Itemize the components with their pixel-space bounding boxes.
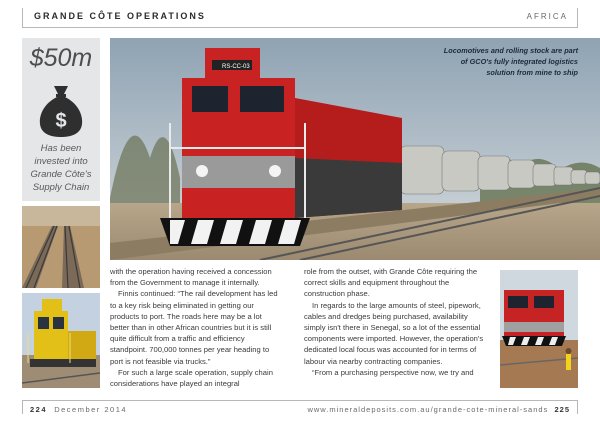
left-page-number: 224 (30, 405, 48, 414)
footer-right (307, 405, 570, 414)
footer-rule (22, 400, 578, 401)
hero-photo-caption: Locomotives and rolling stock are part of GCO's fully integrated logistics solution from mine to ship (443, 46, 578, 77)
article-column-1 (110, 266, 280, 389)
header-tick-right (577, 8, 578, 28)
yellow-locomotive-illustration (22, 293, 100, 388)
column1-paragraph-2: Finnis continued: “The rail development has led to a key risk being eliminated in getting our products to port. The roads here may be a lot better than in other African countries but it is still quite difficult from a traffic and efficiency standpoint. 700,000 tonnes per year heading to port is not feasible via trucks.” (110, 289, 278, 366)
region-label: AFRICA (526, 12, 568, 21)
column1-paragraph-1: with the operation having received a concession from the Government to manage it internally. (110, 267, 272, 288)
website-url[interactable]: www.mineraldeposits.com.au/grande-cote-mineral-sands (307, 405, 549, 414)
investment-stat-box (22, 38, 100, 201)
right-page-number: 225 (554, 405, 570, 414)
locomotive-number: RS-CC-03 (222, 64, 250, 70)
dollar-symbol: $ (55, 110, 67, 132)
yellow-locomotive-photo (22, 293, 100, 388)
railway-tracks-photo (22, 206, 100, 288)
footer-left (30, 405, 127, 414)
railway-tracks-illustration (22, 206, 100, 288)
section-title: GRANDE CÔTE OPERATIONS (34, 11, 206, 21)
red-locomotive-illustration (500, 270, 578, 388)
header-tick-left (22, 8, 23, 28)
footer-tick-left (22, 400, 23, 414)
red-locomotive-photo (500, 270, 578, 388)
header-rule (22, 27, 578, 28)
issue-date: December 2014 (54, 405, 128, 414)
article-column-2 (304, 266, 486, 378)
stat-amount: $50m (29, 44, 93, 72)
column1-paragraph-3: For such a large scale operation, supply chain considerations have played an integral (110, 367, 273, 389)
column2-paragraph-3: “From a purchasing perspective now, we try and (312, 367, 474, 377)
stat-caption: Has been invested into Grande Côte's Supply Chain (30, 143, 92, 193)
column2-paragraph-1: role from the outset, with Grande Côte requiring the correct skills and equipment throughout the construction phase. (304, 267, 478, 299)
footer-tick-right (577, 400, 578, 414)
money-bag-icon (37, 82, 85, 138)
column2-paragraph-2: In regards to the large amounts of steel, pipework, cables and dredges being purchased, availability simply isn't there in Senegal, so a lot of the essential components were imported. However, the operation's dedicated local focus was accounted for in terms of labour via nearby contracting companies. (304, 300, 484, 366)
